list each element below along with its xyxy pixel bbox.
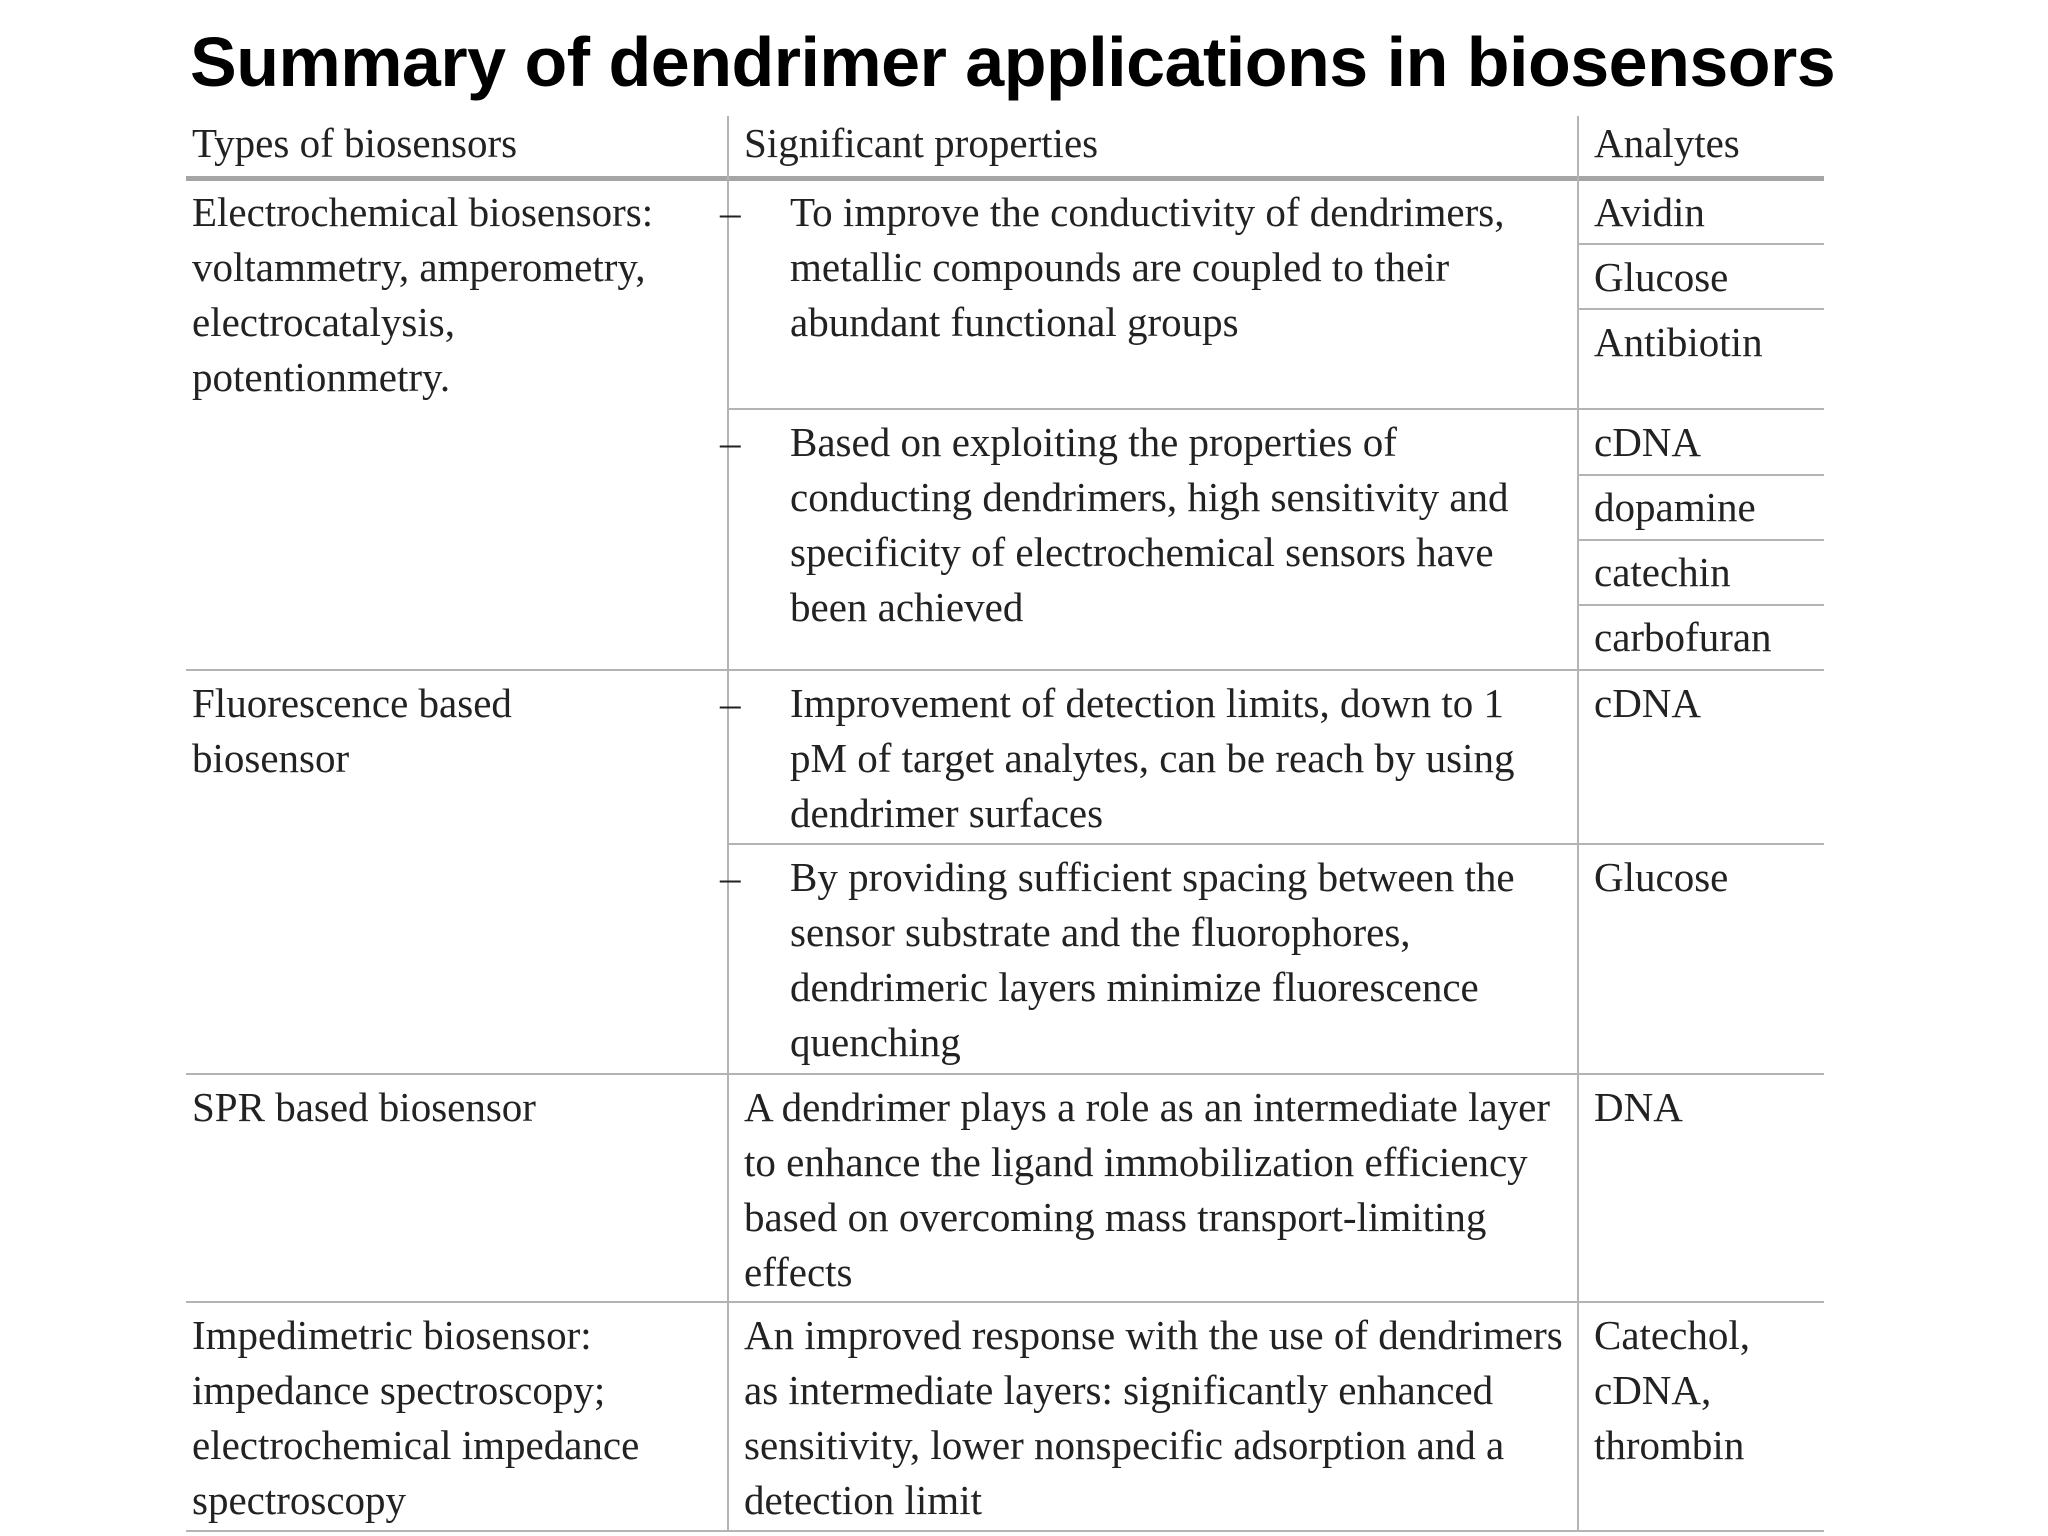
analyte: dopamine [1594, 484, 1756, 530]
analyte: Glucose [1594, 254, 1729, 300]
analyte-divider [1578, 604, 1824, 606]
analyte: cDNA [1594, 680, 1702, 726]
property-item [720, 185, 1570, 350]
dash-marker: – [720, 419, 741, 465]
property-item [720, 415, 1570, 635]
analyte-divider [1578, 243, 1824, 245]
analyte: Avidin [1594, 189, 1705, 235]
analyte: Antibiotin [1594, 319, 1763, 365]
property-text: A dendrimer plays a role as an intermediate layer to enhance the ligand immobilization efficiency based on overcoming mass transport-limiting effects [744, 1084, 1551, 1295]
column-header-properties: Significant properties [744, 120, 1099, 166]
column-divider [727, 116, 729, 1532]
property-text: To improve the conductivity of dendrimers, metallic compounds are coupled to their abundant functional groups [790, 189, 1505, 345]
property-text: By providing sufficient spacing between the sensor substrate and the fluorophores, dendrimeric layers minimize fluorescence quenching [790, 854, 1515, 1065]
analyte: Glucose [1594, 854, 1729, 900]
biosensor-type: Fluorescence based biosensor [192, 680, 512, 781]
analyte: Catechol, cDNA, thrombin [1594, 1312, 1750, 1468]
slide-title: Summary of dendrimer applications in biosensors [190, 23, 1836, 101]
analyte-divider [1578, 308, 1824, 310]
property-item [720, 850, 1570, 1070]
analyte: DNA [1594, 1084, 1683, 1130]
column-header-types: Types of biosensors [192, 120, 518, 166]
property-text: An improved response with the use of dendrimers as intermediate layers: significantly enhanced sensitivity, lower nonspecific adsorption and a detection limit [744, 1312, 1563, 1523]
analyte-divider [1578, 474, 1824, 476]
property-item [720, 676, 1570, 841]
dash-marker: – [720, 680, 741, 726]
biosensor-type: Electrochemical biosensors: voltammetry, amperometry, electrocatalysis, potentionmetry. [192, 189, 654, 400]
biosensor-type: SPR based biosensor [192, 1084, 536, 1130]
analyte: cDNA [1594, 419, 1702, 465]
row-divider [728, 843, 1824, 845]
dash-marker: – [720, 854, 741, 900]
analyte: carbofuran [1594, 614, 1772, 660]
property-text: Based on exploiting the properties of conducting dendrimers, high sensitivity and specificity of electrochemical sensors have been achieved [790, 419, 1509, 630]
dash-marker: – [720, 189, 741, 235]
biosensor-type: Impedimetric biosensor: impedance spectroscopy; electrochemical impedance spectroscopy [192, 1312, 640, 1523]
row-divider [728, 408, 1824, 410]
analyte-divider [1578, 539, 1824, 541]
column-header-analytes: Analytes [1594, 120, 1740, 166]
biosensor-summary-table [186, 116, 1824, 1532]
column-divider [1577, 116, 1579, 1532]
property-text: Improvement of detection limits, down to 1 pM of target analytes, can be reach by using dendrimer surfaces [790, 680, 1515, 836]
analyte: catechin [1594, 549, 1731, 595]
